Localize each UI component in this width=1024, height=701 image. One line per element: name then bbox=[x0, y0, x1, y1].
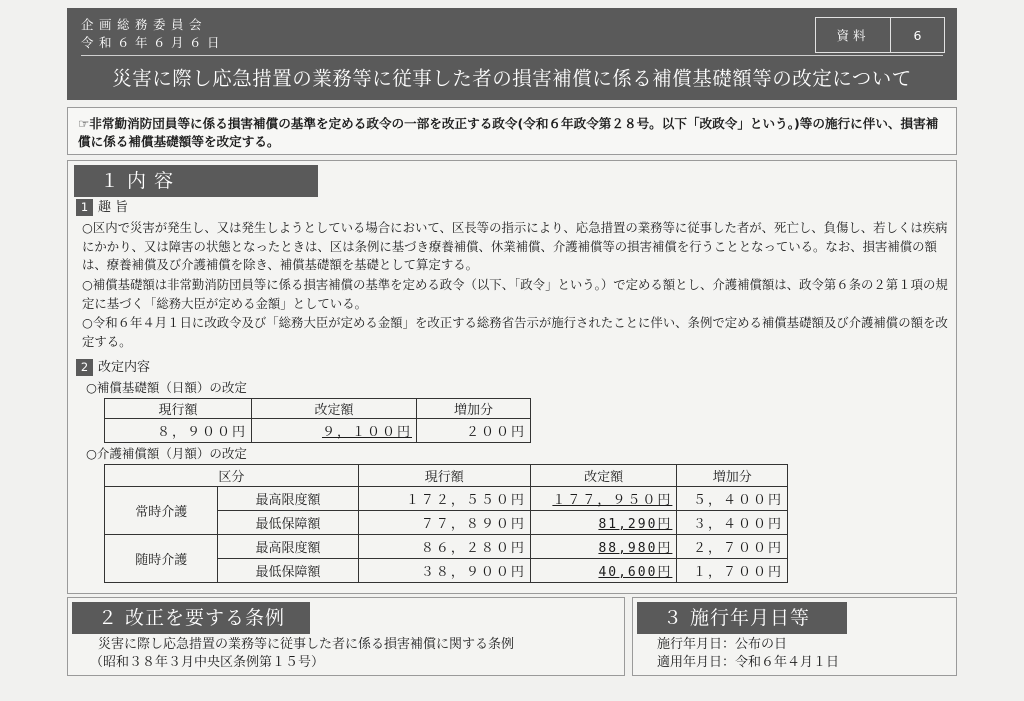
section-heading-content: １ 内 容 bbox=[74, 165, 318, 197]
subsection-number-purpose: 1 bbox=[76, 199, 93, 216]
care-row-type: 最高限度額 bbox=[218, 487, 358, 511]
care-row-revised: 40,600円 bbox=[530, 559, 677, 583]
ordinance-name: 災害に際し応急措置の業務等に従事した者に係る損害補償に関する条例 bbox=[98, 637, 515, 652]
care-header-increase: 増加分 bbox=[677, 465, 788, 487]
table-row bbox=[105, 487, 788, 511]
document-number-box bbox=[815, 17, 945, 53]
daily-increase-value: ２００円 bbox=[417, 419, 531, 443]
page-title: 災害に際し応急措置の業務等に従事した者の損害補償に係る補償基礎額等の改定について bbox=[112, 67, 912, 90]
purpose-paragraph-1: ○区内で災害が発生し、又は発生しようとしている場合において、区長等の指示により、応急措置の業務等に従事した者が、死亡し、負傷し、若しくは疾病にかかり、又は障害の状態となったときは、区は条例に基づき療養補償、休業補償、介護補償等の損害補償を行うこととなっている。なお、損害補償の額は、療養補償及び介護補償を除き、補償基礎額を基礎として算定する。 bbox=[82, 220, 948, 273]
section-heading-ordinance: ２ 改正を要する条例 bbox=[72, 602, 310, 634]
subsection-number-revision: 2 bbox=[76, 359, 93, 376]
care-row-type: 最低保障額 bbox=[218, 559, 358, 583]
care-row-type: 最低保障額 bbox=[218, 511, 358, 535]
daily-amount-table bbox=[104, 398, 531, 443]
care-header-category: 区分 bbox=[105, 465, 359, 487]
care-row-revised: 88,980円 bbox=[530, 535, 677, 559]
care-row-increase: ３，４００円 bbox=[677, 511, 788, 535]
table-row bbox=[105, 535, 788, 559]
care-group-occasional: 随時介護 bbox=[105, 535, 218, 583]
header-banner bbox=[67, 8, 957, 100]
care-amount-table bbox=[104, 464, 788, 583]
care-row-revised: 81,290円 bbox=[530, 511, 677, 535]
committee-name: 企画総務委員会 bbox=[81, 17, 208, 32]
section-heading-effective-date: ３ 施行年月日等 bbox=[637, 602, 847, 634]
daily-amount-caption: ○補償基礎額（日額）の改定 bbox=[86, 380, 247, 395]
care-row-type: 最高限度額 bbox=[218, 535, 358, 559]
meeting-date: 令和６年６月６日 bbox=[81, 35, 226, 50]
document-number: 6 bbox=[913, 27, 922, 43]
section-effective-date bbox=[632, 597, 957, 676]
purpose-paragraph-3: ○令和６年４月１日に改政令及び「総務大臣が定める金額」を改正する総務省告示が施行されたことに伴い、条例で定める補償基礎額及び介護補償の額を改定する。 bbox=[82, 315, 948, 349]
section-ordinance bbox=[67, 597, 625, 676]
care-amount-caption: ○介護補償額（月額）の改定 bbox=[86, 446, 247, 461]
care-header-current: 現行額 bbox=[358, 465, 530, 487]
ordinance-number: （昭和３８年３月中央区条例第１５号） bbox=[90, 655, 325, 670]
care-row-increase: １，７００円 bbox=[677, 559, 788, 583]
care-row-current: １７２，５５０円 bbox=[358, 487, 530, 511]
care-row-increase: ２，７００円 bbox=[677, 535, 788, 559]
purpose-paragraph-2: ○補償基礎額は非常勤消防団員等に係る損害補償の基準を定める政令（以下、「政令」という。）で定める額とし、介護補償額は、政令第６条の２第１項の規定に基づく「総務大臣が定める金額」としている。 bbox=[82, 277, 948, 311]
document-label: 資料 bbox=[816, 18, 891, 52]
daily-header-current: 現行額 bbox=[105, 399, 252, 419]
care-row-increase: ５，４００円 bbox=[677, 487, 788, 511]
care-row-revised: １７７，９５０円 bbox=[530, 487, 677, 511]
daily-revised-value: ９，１００円 bbox=[252, 419, 417, 443]
daily-current-value: ８，９００円 bbox=[105, 419, 252, 443]
summary-box bbox=[67, 107, 957, 155]
daily-header-revised: 改定額 bbox=[252, 399, 417, 419]
daily-header-increase: 増加分 bbox=[417, 399, 531, 419]
care-row-current: ８６，２８０円 bbox=[358, 535, 530, 559]
subsection-label-revision: 改定内容 bbox=[98, 360, 151, 375]
care-row-current: ３８，９００円 bbox=[358, 559, 530, 583]
header-divider bbox=[81, 55, 943, 56]
care-group-constant: 常時介護 bbox=[105, 487, 218, 535]
application-date-line: 適用年月日：令和６年４月１日 bbox=[657, 655, 840, 670]
summary-text: ☞非常勤消防団員等に係る損害補償の基準を定める政令の一部を改正する政令(令和６年政令第２８号。以下「改政令」という。)等の施行に伴い、損害補償に係る補償基礎額等を改定する。 bbox=[78, 116, 939, 149]
section-content bbox=[67, 160, 957, 594]
care-row-current: ７７，８９０円 bbox=[358, 511, 530, 535]
effective-date-line: 施行年月日：公布の日 bbox=[657, 637, 788, 652]
care-header-revised: 改定額 bbox=[530, 465, 677, 487]
subsection-label-purpose: 趣 旨 bbox=[98, 200, 129, 215]
